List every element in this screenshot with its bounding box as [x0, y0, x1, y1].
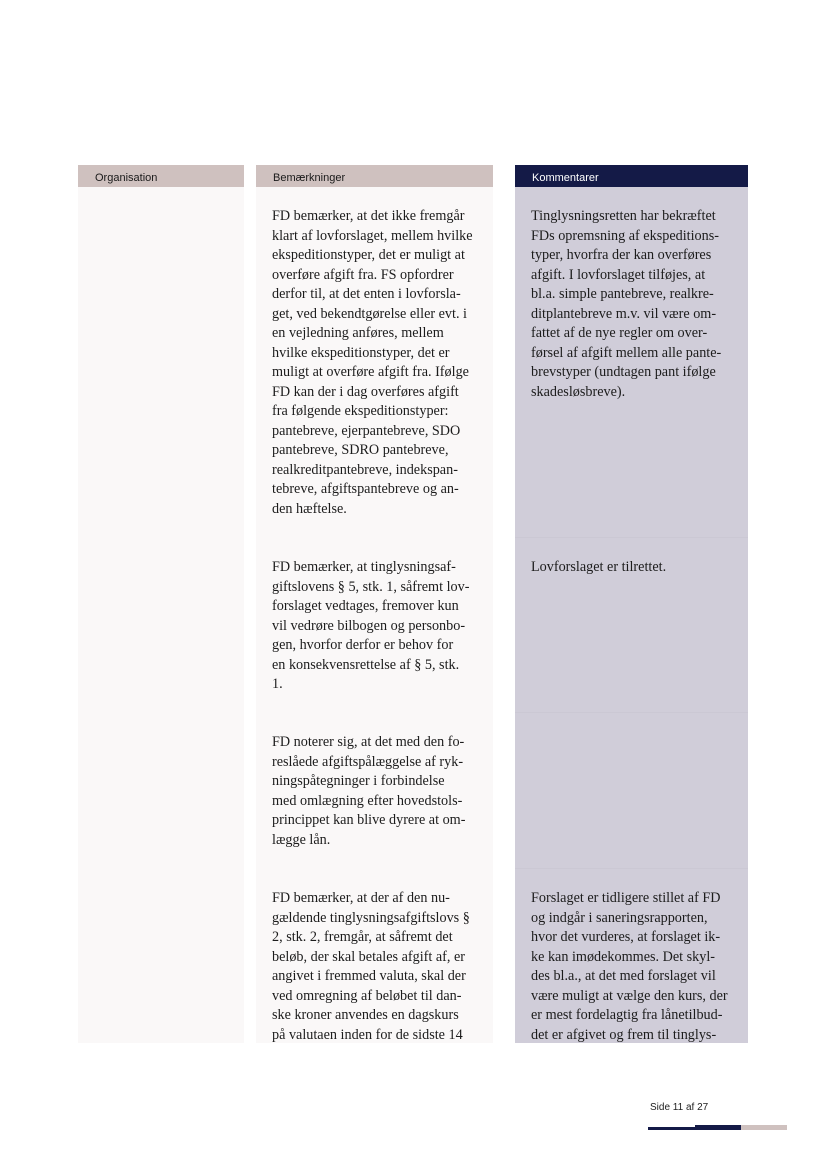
bemaerkninger-header: Bemærkninger	[256, 165, 493, 187]
kommentar-text: Tinglysningsretten har bekræftet FDs opremsning af ekspeditions- typer, hvorfra der kan overføres afgift. I lovforslaget tilføjes, at bl.a. simple pantebreve, realkre- ditplantebreve m.v. vil være om- fattet af de nye regler om over- førsel af afgift mellem alle pante- brevstyper (undtagen pant ifølge skadesløsbreve).	[531, 208, 722, 400]
table-row	[515, 558, 748, 578]
table-row	[256, 207, 493, 519]
table-row	[256, 733, 493, 850]
organisation-column	[78, 165, 244, 187]
page-number: Side 11 af 27	[650, 1102, 709, 1113]
kommentar-text: Lovforslaget er tilrettet.	[531, 559, 667, 575]
bemaerkninger-column	[256, 165, 493, 1043]
bemaerkninger-column-body	[256, 187, 493, 1043]
kommentar-text: Forslaget er tidligere stillet af FD og indgår i saneringsrapporten, hvor det vurderes, at forslaget ik- ke kan imødekommes. Det skyl- des bl.a., at det med forslaget vil være muligt at vælge den kurs, der er mest fordelagtig fra lånetilbud- det er afgivet og frem til tinglys-	[531, 890, 728, 1043]
organisation-column-body	[78, 187, 244, 1043]
kommentarer-column	[515, 165, 748, 1043]
footer-bar-segment	[741, 1125, 787, 1130]
bemaerkning-text: FD bemærker, at der af den nu- gældende tinglysningsafgiftslovs § 2, stk. 2, fremgår, at såfremt det beløb, der skal betales afgift af, er angivet i fremmed valuta, skal der ved omregning af beløbet til dan- ske kroner anvendes en dagskurs på valutaen inden for de sidste 14	[272, 890, 470, 1043]
kommentarer-header: Kommentarer	[515, 165, 748, 187]
kommentarer-column-body	[515, 187, 748, 1043]
table-row	[515, 207, 748, 402]
row-divider	[515, 712, 748, 713]
footer-bar-segment	[648, 1127, 696, 1130]
table-row	[515, 889, 748, 1045]
table-row	[256, 558, 493, 695]
footer-bar-segment	[695, 1125, 741, 1130]
table-row	[256, 889, 493, 1045]
bemaerkning-text: FD noterer sig, at det med den fo- reslåede afgiftspålæggelse af ryk- ningspåtegninger i forbindelse med omlægning efter hovedstols- princippet kan blive dyrere at om- lægge lån.	[272, 734, 466, 848]
organisation-header: Organisation	[78, 165, 244, 187]
row-divider	[515, 868, 748, 869]
bemaerkning-text: FD bemærker, at tinglysningsaf- giftslovens § 5, stk. 1, såfremt lov- forslaget vedtages, fremover kun vil vedrøre bilbogen og personbo- gen, hvorfor derfor er behov for en konsekvensrettelse af § 5, stk. 1.	[272, 559, 470, 692]
bemaerkning-text: FD bemærker, at det ikke fremgår klart af lovforslaget, mellem hvilke ekspeditionstyper, det er muligt at overføre afgift fra. FS opfordrer derfor til, at det enten i lovforsla- get, ved bekendtgørelse eller evt. i en vejledning anføres, mellem hvilke ekspeditionstyper, det er muligt at overføre afgift fra. Ifølge FD kan der i dag overføres afgift fra følgende ekspeditionstyper: pantebreve, ejerpantebreve, SDO pantebreve, SDRO pantebreve, realkreditpantebreve, indekspan- tebreve, afgiftspantebreve og an- den hæftelse.	[272, 208, 473, 517]
row-divider	[515, 537, 748, 538]
